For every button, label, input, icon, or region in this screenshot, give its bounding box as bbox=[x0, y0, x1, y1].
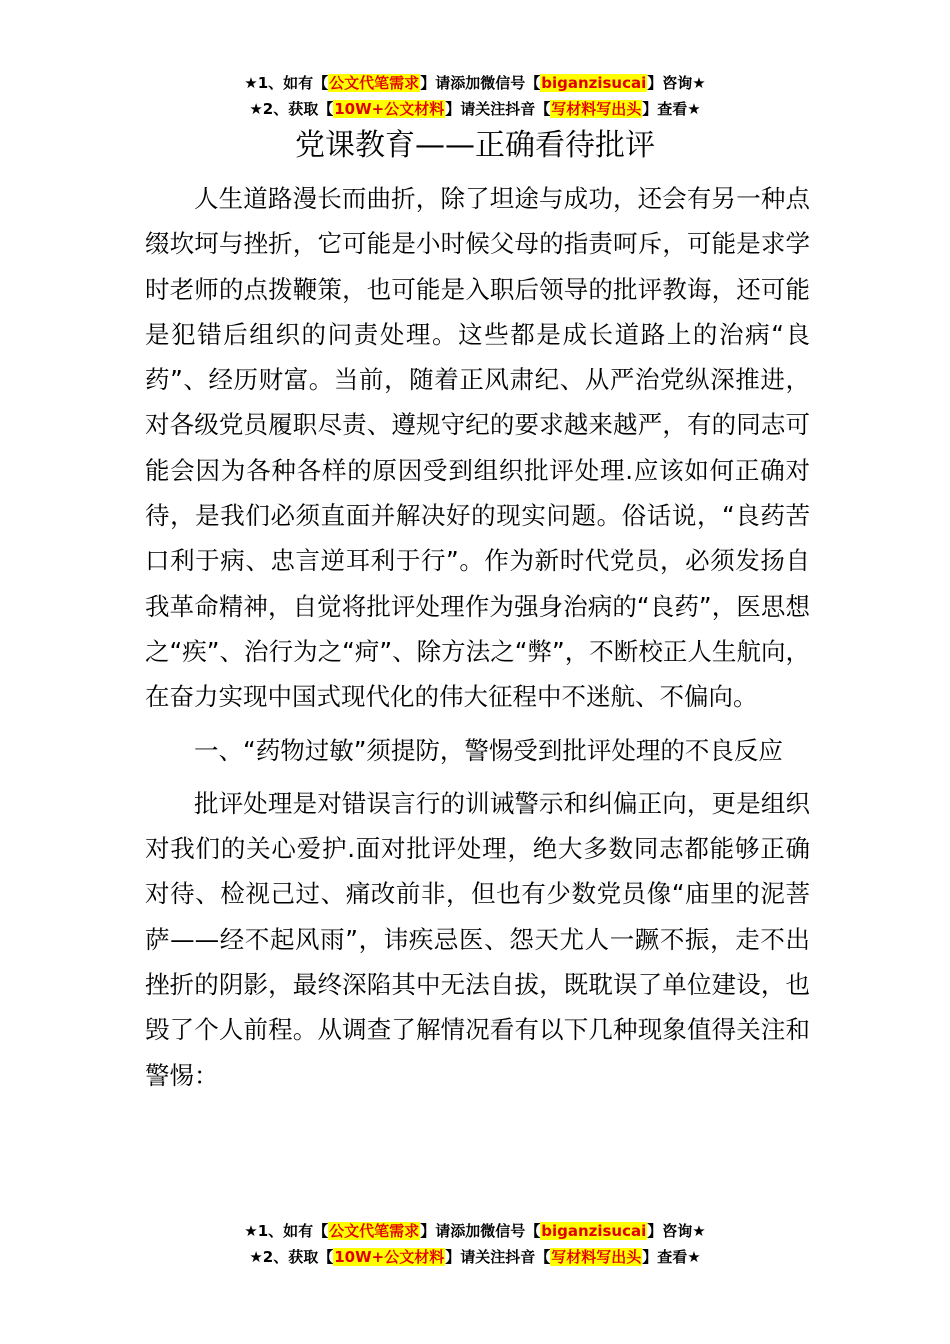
promo-text: 】请添加微信号【 bbox=[420, 74, 541, 92]
document-title: 党课教育——正确看待批评 bbox=[295, 128, 655, 163]
promo-highlight: 写材料写出头 bbox=[551, 100, 642, 118]
paragraph: 人生道路漫长而曲折，除了坦途与成功，还会有另一种点缀坎坷与挫折，它可能是小时候父母的指责呵斥，可能是求学时老师的点拨鞭策，也可能是入职后领导的批评教诲，还可能是犯错后组织的问责处理。这些都是成长道路上的治病“良药”、经历财富。当前，随着正风肃纪、从严治党纵深推进，对各级党员履职尽责、遵规守纪的要求越来越严，有的同志可能会因为各种各样的原因受到组织批评处理.应该如何正确对待，是我们必须直面并解决好的现实问题。俗话说，“良药苦口利于病、忠言逆耳利于行”。作为新时代党员，必须发扬自我革命精神，自觉将批评处理作为强身治病的“良药”，医思想之“疾”、治行为之“疴”、除方法之“弊”，不断校正人生航向，在奋力实现中国式现代化的伟大征程中不迷航、不偏向。 bbox=[145, 184, 810, 712]
footer-promo-banner bbox=[0, 1218, 950, 1270]
promo-line-1 bbox=[0, 1218, 950, 1244]
promo-text: 】请关注抖音【 bbox=[445, 100, 551, 118]
promo-text: 】请添加微信号【 bbox=[420, 1222, 541, 1240]
promo-highlight: 10W+公文材料 bbox=[334, 1248, 445, 1266]
promo-text: 】请关注抖音【 bbox=[445, 1248, 551, 1266]
document-body bbox=[145, 176, 810, 1106]
promo-highlight: 公文代笔需求 bbox=[329, 1222, 420, 1240]
promo-highlight: 写材料写出头 bbox=[551, 1248, 642, 1266]
promo-text: 】咨询★ bbox=[647, 1222, 706, 1240]
promo-text: ★2、获取【 bbox=[249, 1248, 334, 1266]
paragraph: 批评处理是对错误言行的训诫警示和纠偏正向，更是组织对我们的关心爱护.面对批评处理，绝大多数同志都能够正确对待、检视己过、痛改前非，但也有少数党员像“庙里的泥菩萨——经不起风雨”，讳疾忌医、怨天尤人一蹶不振，走不出挫折的阴影，最终深陷其中无法自拔，既耽误了单位建设，也毁了个人前程。从调查了解情况看有以下几种现象值得关注和警惕： bbox=[145, 788, 810, 1090]
promo-highlight: 10W+公文材料 bbox=[334, 100, 445, 118]
promo-text: 】咨询★ bbox=[647, 74, 706, 92]
promo-highlight: biganzisucai bbox=[541, 1222, 647, 1240]
promo-text: ★1、如有【 bbox=[244, 74, 329, 92]
promo-line-1 bbox=[0, 70, 950, 96]
promo-text: 】查看★ bbox=[642, 100, 701, 118]
promo-text: 】查看★ bbox=[642, 1248, 701, 1266]
promo-text: ★2、获取【 bbox=[249, 100, 334, 118]
promo-highlight: 公文代笔需求 bbox=[329, 74, 420, 92]
promo-line-2 bbox=[0, 1244, 950, 1270]
promo-line-2 bbox=[0, 96, 950, 122]
promo-text: ★1、如有【 bbox=[244, 1222, 329, 1240]
header-promo-banner bbox=[0, 70, 950, 122]
section-heading: 一、“药物过敏”须提防，警惕受到批评处理的不良反应 bbox=[194, 735, 783, 765]
promo-highlight: biganzisucai bbox=[541, 74, 647, 92]
